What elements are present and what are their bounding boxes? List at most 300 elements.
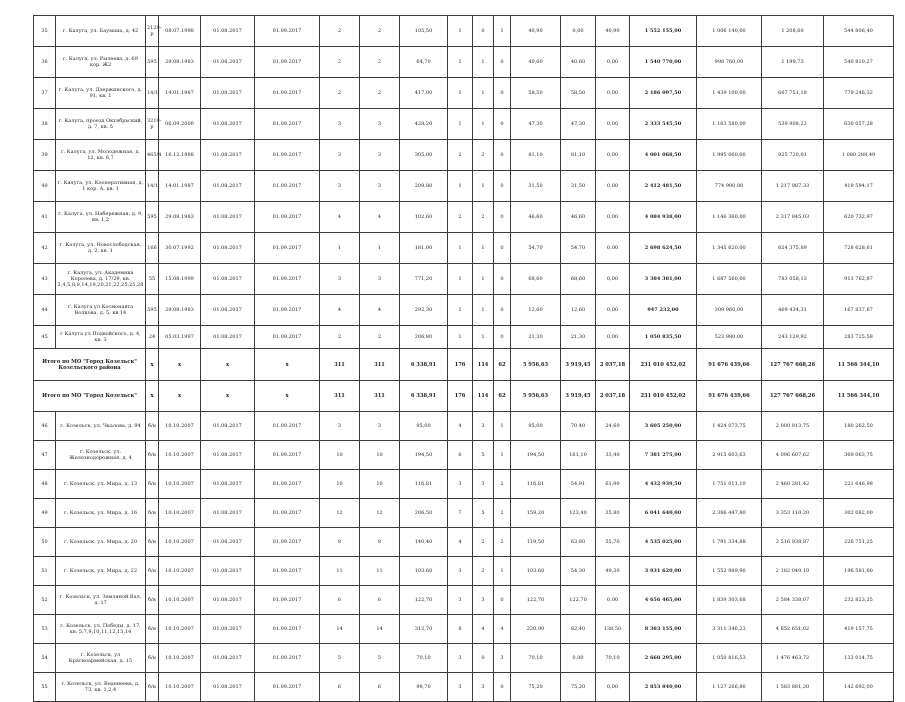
- row-number: 40: [34, 171, 56, 202]
- total-s2: 3 919,45: [561, 349, 596, 381]
- relocation-end: 01.09.2017: [255, 140, 320, 171]
- area-owned: 0,00: [561, 644, 596, 673]
- total-s3: 2 037,18: [596, 349, 630, 381]
- area-owned: 54,70: [561, 233, 596, 264]
- rooms-municipal: 0: [494, 673, 511, 702]
- area-municipal: 0,00: [596, 47, 630, 78]
- total-x1: х: [146, 349, 159, 381]
- local-share: 544 806,40: [824, 16, 894, 47]
- total-f1: 91 676 439,66: [697, 349, 762, 381]
- area-total: 81,10: [511, 140, 561, 171]
- row-number: 45: [34, 326, 56, 349]
- table-row: [34, 528, 894, 557]
- table-row: [34, 499, 894, 528]
- relocation-end: 01.09.2017: [255, 673, 320, 702]
- relocation-end: 01.09.2017: [255, 202, 320, 233]
- rooms-total: 4: [448, 412, 473, 441]
- rooms-municipal: 0: [494, 264, 511, 295]
- approval-date: 14.01.1987: [159, 171, 201, 202]
- fund-share: 1 839 303,68: [697, 586, 762, 615]
- address: г. Козельск, ул. Победы, д. 17, кв. 5,7,9,10,11,12,13,14: [56, 615, 146, 644]
- residents-relocated: 8: [360, 528, 400, 557]
- address: г. Козельск, ул. Мира, д. 13: [56, 470, 146, 499]
- region-share: 2 182 049,10: [762, 557, 824, 586]
- approval-date: 10.10.2007: [159, 586, 201, 615]
- relocation-start: 01.08.2017: [201, 171, 255, 202]
- rooms-total: 8: [448, 615, 473, 644]
- rooms-owned: 3: [473, 673, 494, 702]
- total-a: 311: [320, 349, 360, 381]
- residents-relocated: 3: [360, 412, 400, 441]
- residents-relocated: 5: [360, 644, 400, 673]
- rooms-municipal: 0: [494, 78, 511, 109]
- residents-relocated: 1: [360, 233, 400, 264]
- row-number: 54: [34, 644, 56, 673]
- address: г. Козельск, ул. Веденеева, д. 73, кв. 1,2,4: [56, 673, 146, 702]
- area-municipal: 0,00: [596, 109, 630, 140]
- residents-planned: 2: [320, 16, 360, 47]
- total-cost: 947 232,00: [630, 295, 697, 326]
- rooms-municipal: 0: [494, 47, 511, 78]
- area-total: 68,60: [511, 264, 561, 295]
- house-area: 70,10: [400, 644, 448, 673]
- fund-share: 2 386 447,80: [697, 499, 762, 528]
- row-number: 35: [34, 16, 56, 47]
- total-cost: 2 412 481,50: [630, 171, 697, 202]
- total-p1: 176: [448, 349, 473, 381]
- region-share: 1 199,73: [762, 47, 824, 78]
- residents-planned: 10: [320, 470, 360, 499]
- total-cost: 1 540 770,00: [630, 47, 697, 78]
- total-f2: 127 767 668,26: [762, 381, 824, 412]
- relocation-start: 01.08.2017: [201, 528, 255, 557]
- total-area: 6 338,91: [400, 349, 448, 381]
- rooms-owned: 2: [473, 202, 494, 233]
- total-s3: 2 037,18: [596, 381, 630, 412]
- relocation-end: 01.09.2017: [255, 171, 320, 202]
- area-total: 40,90: [511, 16, 561, 47]
- residents-planned: 2: [320, 78, 360, 109]
- residents-relocated: 12: [360, 499, 400, 528]
- row-number: 55: [34, 673, 56, 702]
- region-share: 2 000 913,75: [762, 412, 824, 441]
- project-number: 465/4: [146, 140, 159, 171]
- region-share: 925 720,01: [762, 140, 824, 171]
- residents-relocated: 2: [360, 326, 400, 349]
- local-share: 133 014,75: [824, 644, 894, 673]
- relocation-start: 01.08.2017: [201, 295, 255, 326]
- area-total: 119,50: [511, 528, 561, 557]
- house-area: 95,00: [400, 412, 448, 441]
- total-s2: 3 919,45: [561, 381, 596, 412]
- house-area: 116,81: [400, 470, 448, 499]
- residents-planned: 6: [320, 586, 360, 615]
- area-municipal: 0,00: [596, 78, 630, 109]
- total-b: 311: [360, 349, 400, 381]
- relocation-end: 01.09.2017: [255, 78, 320, 109]
- address: г. Калуга ул Космонавта Волкова, д. 5, кв 14: [56, 295, 146, 326]
- table-row: [34, 109, 894, 140]
- rooms-owned: 2: [473, 557, 494, 586]
- area-total: 103,60: [511, 557, 561, 586]
- area-total: 194,50: [511, 441, 561, 470]
- total-x1: х: [146, 381, 159, 412]
- fund-share: 1 687 560,00: [697, 264, 762, 295]
- area-municipal: 40,90: [596, 16, 630, 47]
- area-owned: 21,30: [561, 326, 596, 349]
- area-owned: 122,70: [561, 586, 596, 615]
- area-municipal: 70,10: [596, 644, 630, 673]
- residents-planned: 1: [320, 233, 360, 264]
- project-number: б/н: [146, 557, 159, 586]
- rooms-owned: 3: [473, 412, 494, 441]
- rooms-total: 3: [448, 644, 473, 673]
- local-share: 196 581,00: [824, 557, 894, 586]
- relocation-start: 01.08.2017: [201, 109, 255, 140]
- address: г. Калуга, ул. Дзержинского, д. 91, кв. 1: [56, 78, 146, 109]
- residents-relocated: 2: [360, 47, 400, 78]
- residents-planned: 10: [320, 441, 360, 470]
- address: г. Козельск, ул. Мира, д. 22: [56, 557, 146, 586]
- project-number: б/н: [146, 644, 159, 673]
- address: г. Козельск, ул. Мира, д. 20: [56, 528, 146, 557]
- total-f2: 127 767 668,26: [762, 349, 824, 381]
- residents-planned: 2: [320, 326, 360, 349]
- housing-register-table: [33, 15, 894, 702]
- house-area: 771,20: [400, 264, 448, 295]
- project-number: 14/1: [146, 171, 159, 202]
- rooms-municipal: 0: [494, 171, 511, 202]
- total-a: 311: [320, 381, 360, 412]
- local-share: 221 646,98: [824, 470, 894, 499]
- total-x2: х: [159, 381, 201, 412]
- total-x4: х: [255, 381, 320, 412]
- relocation-end: 01.09.2017: [255, 16, 320, 47]
- total-cost: 2 660 295,00: [630, 644, 697, 673]
- rooms-municipal: 0: [494, 109, 511, 140]
- rooms-municipal: 1: [494, 16, 511, 47]
- fund-share: 1 995 060,00: [697, 140, 762, 171]
- area-owned: 54,91: [561, 470, 596, 499]
- area-owned: 161,10: [561, 441, 596, 470]
- rooms-municipal: 0: [494, 295, 511, 326]
- approval-date: 29.08.1983: [159, 47, 201, 78]
- table-row: [34, 233, 894, 264]
- project-number: б/н: [146, 615, 159, 644]
- total-cost: 4 432 939,50: [630, 470, 697, 499]
- total-cost: 4 656 465,00: [630, 586, 697, 615]
- fund-share: 1 127 266,80: [697, 673, 762, 702]
- local-share: 779 246,32: [824, 78, 894, 109]
- area-municipal: 0,00: [596, 295, 630, 326]
- region-share: 1 208,60: [762, 16, 824, 47]
- table-row: [34, 644, 894, 673]
- area-owned: 123,40: [561, 499, 596, 528]
- total-f1: 91 676 439,66: [697, 381, 762, 412]
- house-area: 102,60: [400, 202, 448, 233]
- rooms-owned: 5: [473, 499, 494, 528]
- address: г. Калуга, ул. Набережная, д. 9, кв. 1,2: [56, 202, 146, 233]
- total-cost: 3 605 250,00: [630, 412, 697, 441]
- region-share: 539 908,22: [762, 109, 824, 140]
- total-row: [34, 349, 894, 381]
- table-row: [34, 326, 894, 349]
- house-area: 140,40: [400, 528, 448, 557]
- rooms-total: 3: [448, 673, 473, 702]
- local-share: 180 262,50: [824, 412, 894, 441]
- area-municipal: 0,00: [596, 202, 630, 233]
- project-number: б/н: [146, 441, 159, 470]
- fund-share: 1 163 580,00: [697, 109, 762, 140]
- rooms-owned: 3: [473, 586, 494, 615]
- total-cost: 4 084 938,00: [630, 202, 697, 233]
- fund-share: 1 006 140,00: [697, 16, 762, 47]
- total-cost: 2 186 097,50: [630, 78, 697, 109]
- residents-planned: 3: [320, 140, 360, 171]
- region-share: 2 317 845,03: [762, 202, 824, 233]
- area-owned: 75,20: [561, 673, 596, 702]
- rooms-owned: 1: [473, 233, 494, 264]
- project-number: б/н: [146, 586, 159, 615]
- project-number: 55: [146, 264, 159, 295]
- fund-share: 1 751 011,10: [697, 470, 762, 499]
- local-share: 302 082,00: [824, 499, 894, 528]
- residents-planned: 3: [320, 171, 360, 202]
- residents-planned: 4: [320, 202, 360, 233]
- relocation-end: 01.09.2017: [255, 528, 320, 557]
- rooms-total: 2: [448, 202, 473, 233]
- rooms-owned: 0: [473, 644, 494, 673]
- total-x3: х: [201, 349, 255, 381]
- table-row: [34, 16, 894, 47]
- table-row: [34, 202, 894, 233]
- rooms-total: 3: [448, 470, 473, 499]
- region-share: 4 096 607,62: [762, 441, 824, 470]
- residents-planned: 3: [320, 412, 360, 441]
- approval-date: 10.10.2007: [159, 615, 201, 644]
- area-owned: 12,60: [561, 295, 596, 326]
- rooms-total: 1: [448, 16, 473, 47]
- table-row: [34, 412, 894, 441]
- area-owned: 46,60: [561, 202, 596, 233]
- rooms-owned: 1: [473, 109, 494, 140]
- approval-date: 06.09.2000: [159, 109, 201, 140]
- residents-planned: 4: [320, 295, 360, 326]
- local-share: 369 063,75: [824, 441, 894, 470]
- approval-date: 29.08.1983: [159, 295, 201, 326]
- house-area: 305,00: [400, 140, 448, 171]
- row-number: 50: [34, 528, 56, 557]
- fund-share: 1 791 334,88: [697, 528, 762, 557]
- relocation-end: 01.09.2017: [255, 109, 320, 140]
- local-share: 419 157,75: [824, 615, 894, 644]
- total-p3: 62: [494, 349, 511, 381]
- area-municipal: 55,70: [596, 528, 630, 557]
- total-s1: 5 956,63: [511, 349, 561, 381]
- residents-relocated: 11: [360, 557, 400, 586]
- rooms-owned: 1: [473, 264, 494, 295]
- fund-share: 1 439 100,00: [697, 78, 762, 109]
- table-row: [34, 295, 894, 326]
- local-share: 728 628,61: [824, 233, 894, 264]
- project-number: 2129-р: [146, 16, 159, 47]
- area-municipal: 61,90: [596, 470, 630, 499]
- relocation-start: 01.08.2017: [201, 140, 255, 171]
- total-cost: 3 384 381,00: [630, 264, 697, 295]
- total-x2: х: [159, 349, 201, 381]
- residents-relocated: 14: [360, 615, 400, 644]
- relocation-end: 01.09.2017: [255, 47, 320, 78]
- total-cost: 1 552 155,00: [630, 16, 697, 47]
- project-number: 595: [146, 47, 159, 78]
- row-number: 43: [34, 264, 56, 295]
- relocation-start: 01.08.2017: [201, 470, 255, 499]
- total-p3: 62: [494, 381, 511, 412]
- rooms-owned: 1: [473, 326, 494, 349]
- fund-share: 3 311 346,23: [697, 615, 762, 644]
- residents-relocated: 4: [360, 202, 400, 233]
- project-number: 24: [146, 326, 159, 349]
- address: г. Козельск, ул. Железнодорожная, д. 4: [56, 441, 146, 470]
- rooms-owned: 5: [473, 441, 494, 470]
- residents-relocated: 4: [360, 295, 400, 326]
- house-area: 105,50: [400, 16, 448, 47]
- rooms-municipal: 2: [494, 528, 511, 557]
- row-number: 49: [34, 499, 56, 528]
- local-share: 630 057,28: [824, 109, 894, 140]
- local-share: 1 080 288,49: [824, 140, 894, 171]
- row-number: 52: [34, 586, 56, 615]
- total-cost: 1 050 835,50: [630, 326, 697, 349]
- project-number: 14/1: [146, 78, 159, 109]
- relocation-start: 01.08.2017: [201, 615, 255, 644]
- table-row: [34, 615, 894, 644]
- region-share: 469 434,31: [762, 295, 824, 326]
- house-area: 99,70: [400, 673, 448, 702]
- relocation-start: 01.08.2017: [201, 326, 255, 349]
- relocation-end: 01.09.2017: [255, 441, 320, 470]
- total-x3: х: [201, 381, 255, 412]
- project-number: б/н: [146, 470, 159, 499]
- project-number: б/н: [146, 673, 159, 702]
- relocation-start: 01.08.2017: [201, 586, 255, 615]
- area-municipal: 0,00: [596, 673, 630, 702]
- area-owned: 0,00: [561, 16, 596, 47]
- approval-date: 15.08.1999: [159, 264, 201, 295]
- local-share: 226 751,25: [824, 528, 894, 557]
- address: г. Калуга, ул. Молодежная, д. 12, кв. 6,7: [56, 140, 146, 171]
- residents-relocated: 10: [360, 470, 400, 499]
- total-label: Итого по МО "Город Козельск": [34, 381, 146, 412]
- total-cost: 4 535 025,00: [630, 528, 697, 557]
- fund-share: 1 050 816,53: [697, 644, 762, 673]
- total-cost: 3 931 620,00: [630, 557, 697, 586]
- area-owned: 63,80: [561, 528, 596, 557]
- residents-planned: 11: [320, 557, 360, 586]
- rooms-municipal: 0: [494, 202, 511, 233]
- area-owned: 47,30: [561, 109, 596, 140]
- area-total: 159,20: [511, 499, 561, 528]
- rooms-total: 1: [448, 171, 473, 202]
- rooms-municipal: 0: [494, 586, 511, 615]
- house-area: 64,70: [400, 47, 448, 78]
- area-total: 31,50: [511, 171, 561, 202]
- project-number: б/н: [146, 528, 159, 557]
- rooms-total: 3: [448, 586, 473, 615]
- residents-relocated: 6: [360, 586, 400, 615]
- rooms-total: 1: [448, 295, 473, 326]
- rooms-owned: 1: [473, 47, 494, 78]
- total-p2: 114: [473, 381, 494, 412]
- relocation-start: 01.08.2017: [201, 412, 255, 441]
- area-total: 75,20: [511, 673, 561, 702]
- area-owned: 82,40: [561, 615, 596, 644]
- approval-date: 10.10.2007: [159, 528, 201, 557]
- local-share: 142 692,00: [824, 673, 894, 702]
- region-share: 783 058,13: [762, 264, 824, 295]
- row-number: 36: [34, 47, 56, 78]
- fund-share: 998 760,00: [697, 47, 762, 78]
- table-row: [34, 441, 894, 470]
- address: г Калуга ул Подвойского, д. 4, кв. 3: [56, 326, 146, 349]
- relocation-end: 01.09.2017: [255, 644, 320, 673]
- relocation-end: 01.09.2017: [255, 499, 320, 528]
- rooms-municipal: 3: [494, 644, 511, 673]
- relocation-start: 01.08.2017: [201, 557, 255, 586]
- project-number: 595: [146, 202, 159, 233]
- area-owned: 68,60: [561, 264, 596, 295]
- house-area: 312,70: [400, 615, 448, 644]
- approval-date: 29.08.1983: [159, 202, 201, 233]
- fund-share: 309 960,00: [697, 295, 762, 326]
- house-area: 194,50: [400, 441, 448, 470]
- row-number: 51: [34, 557, 56, 586]
- relocation-end: 01.09.2017: [255, 295, 320, 326]
- house-area: 292,30: [400, 295, 448, 326]
- relocation-end: 01.09.2017: [255, 264, 320, 295]
- address: г. Калуга, ул. Рылеева, д. 69 кор. Ж2: [56, 47, 146, 78]
- house-area: 417,00: [400, 78, 448, 109]
- residents-relocated: 2: [360, 16, 400, 47]
- area-municipal: 35,80: [596, 499, 630, 528]
- rooms-owned: 1: [473, 295, 494, 326]
- residents-relocated: 6: [360, 673, 400, 702]
- total-cost: 7 381 275,00: [630, 441, 697, 470]
- row-number: 48: [34, 470, 56, 499]
- local-share: 419 594,17: [824, 171, 894, 202]
- region-share: 624 375,89: [762, 233, 824, 264]
- project-number: 166: [146, 233, 159, 264]
- area-total: 70,10: [511, 644, 561, 673]
- area-total: 46,60: [511, 202, 561, 233]
- local-share: 167 837,67: [824, 295, 894, 326]
- area-total: 12,60: [511, 295, 561, 326]
- relocation-start: 01.08.2017: [201, 202, 255, 233]
- relocation-end: 01.09.2017: [255, 233, 320, 264]
- residents-relocated: 10: [360, 441, 400, 470]
- row-number: 38: [34, 109, 56, 140]
- area-municipal: 0,00: [596, 171, 630, 202]
- approval-date: 10.10.2007: [159, 557, 201, 586]
- address: г. Козельск, ул. Чкалова, д. 94: [56, 412, 146, 441]
- project-number: б/н: [146, 499, 159, 528]
- register-sheet: [33, 15, 894, 702]
- relocation-end: 01.09.2017: [255, 557, 320, 586]
- residents-relocated: 2: [360, 78, 400, 109]
- house-area: 428,20: [400, 109, 448, 140]
- approval-date: 10.10.2007: [159, 470, 201, 499]
- region-share: 3 353 110,20: [762, 499, 824, 528]
